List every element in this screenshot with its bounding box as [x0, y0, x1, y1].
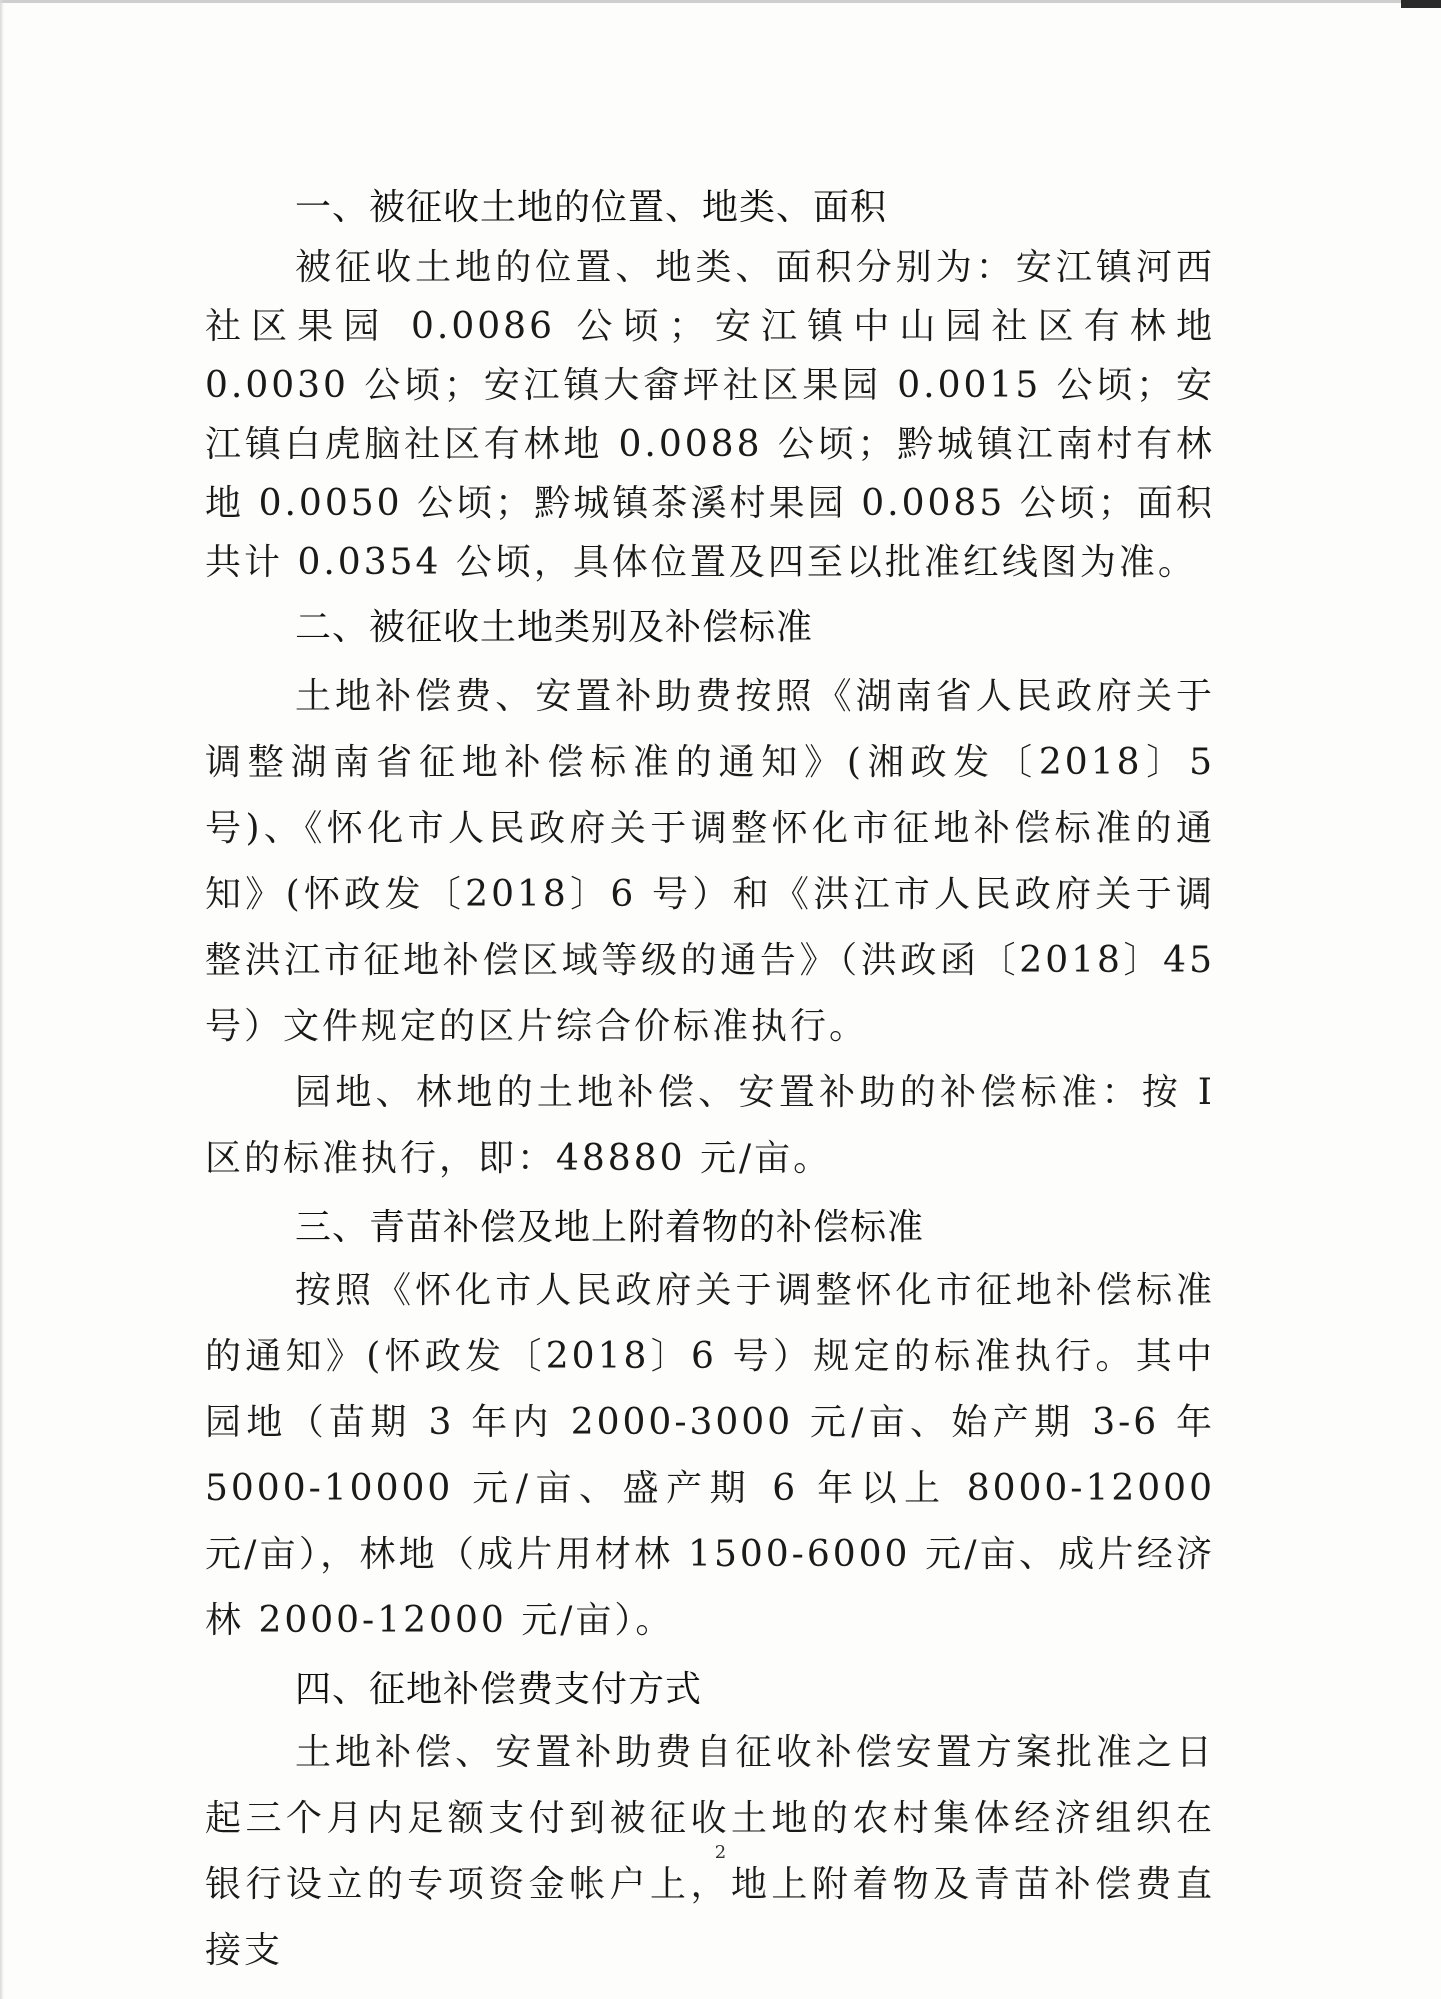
section-3-heading: 三、青苗补偿及地上附着物的补偿标准	[295, 1207, 925, 1248]
document-body	[205, 178, 1215, 1984]
scan-edge-left	[0, 0, 4, 1999]
section-3-paragraph-1: 按照《怀化市人民政府关于调整怀化市征地补偿标准的通知》(怀政发〔2018〕6 号）规定的标准执行。其中园地（苗期 3 年内 2000-3000 元/亩、始产期 3-6 年 5000-10000 元/亩、盛产期 6 年以上 8000-12000 元/亩），林地（成片用材林 1500-6000 元/亩、成片经济林 2000-12000 元/亩）。	[205, 1270, 1215, 1641]
section-2-heading: 二、被征收土地类别及补偿标准	[295, 607, 814, 648]
section-1-heading: 一、被征收土地的位置、地类、面积	[295, 187, 888, 228]
scan-corner-mark	[1401, 0, 1441, 8]
section-2-paragraph-2: 园地、林地的土地补偿、安置补助的补偿标准：按 I 区的标准执行，即：48880 元/亩。	[205, 1072, 1215, 1179]
section-1-paragraph-1: 被征收土地的位置、地类、面积分别为：安江镇河西社区果园 0.0086 公顷；安江镇中山园社区有林地 0.0030 公顷；安江镇大畲坪社区果园 0.0015 公顷；安江镇白虎脑社区有林地 0.0088 公顷；黔城镇江南村有林地 0.0050 公顷；黔城镇茶溪村果园 0.0085 公顷；面积共计 0.0354 公顷，具体位置及四至以批准红线图为准。	[205, 247, 1215, 583]
page-number: 2	[714, 1842, 727, 1863]
section-4-paragraph-1: 土地补偿、安置补助费自征收补偿安置方案批准之日起三个月内足额支付到被征收土地的农村集体经济组织在银行设立的专项资金帐户上，地上附着物及青苗补偿费直接支	[205, 1732, 1215, 1971]
scan-edge-top	[0, 0, 1441, 3]
section-2-paragraph-1: 土地补偿费、安置补助费按照《湖南省人民政府关于调整湖南省征地补偿标准的通知》(湘政发〔2018〕5 号)、《怀化市人民政府关于调整怀化市征地补偿标准的通知》(怀政发〔2018〕6 号）和《洪江市人民政府关于调整洪江市征地补偿区域等级的通告》（洪政函〔2018〕45 号）文件规定的区片综合价标准执行。	[205, 676, 1215, 1047]
section-4-heading: 四、征地补偿费支付方式	[295, 1669, 703, 1710]
